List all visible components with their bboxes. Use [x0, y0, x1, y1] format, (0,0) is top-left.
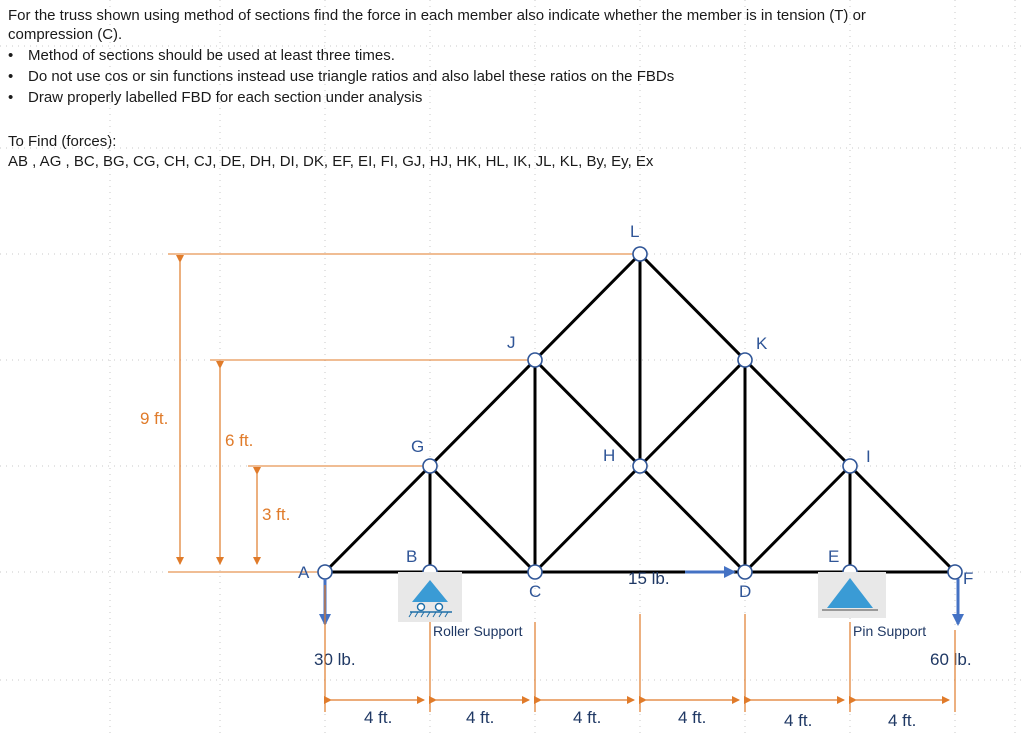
- node-c: [528, 565, 542, 579]
- height-dimensions: [168, 254, 640, 572]
- span-label: 4 ft.: [364, 708, 393, 727]
- height-label-6ft: 6 ft.: [225, 431, 254, 450]
- span-label: 4 ft.: [888, 711, 917, 730]
- member-ch: [535, 466, 640, 572]
- node-label-f: F: [963, 569, 974, 588]
- node-label-g: G: [411, 437, 425, 456]
- roller-support-label: Roller Support: [433, 623, 523, 639]
- node-l: [633, 247, 647, 261]
- problem-statement-line2: compression (C).: [8, 26, 123, 43]
- roller-support: [398, 572, 462, 622]
- span-label: 4 ft.: [466, 708, 495, 727]
- node-j: [528, 353, 542, 367]
- node-label-k: K: [756, 334, 768, 353]
- problem-statement-line1: For the truss shown using method of sections find the force in each member also indicate whether the member is in tension (T) or: [8, 7, 866, 24]
- node-label-h: H: [603, 446, 616, 465]
- to-find-heading: To Find (forces):: [8, 133, 117, 150]
- node-label-j: J: [507, 333, 516, 352]
- node-label-b: B: [406, 547, 418, 566]
- node-i: [843, 459, 857, 473]
- node-label-e: E: [828, 547, 840, 566]
- node-label-c: C: [529, 582, 542, 601]
- member-gc: [430, 466, 535, 572]
- node-d: [738, 565, 752, 579]
- span-label: 4 ft.: [678, 708, 707, 727]
- node-f: [948, 565, 962, 579]
- node-k: [738, 353, 752, 367]
- node-g: [423, 459, 437, 473]
- bullet-text: Draw properly labelled FBD for each section under analysis: [28, 89, 423, 106]
- truss-members: [325, 254, 955, 572]
- node-h: [633, 459, 647, 473]
- node-label-a: A: [298, 563, 310, 582]
- height-label-9ft: 9 ft.: [140, 409, 169, 428]
- bullet-icon: •: [8, 47, 14, 64]
- node-label-i: I: [866, 447, 871, 466]
- bullet-text: Do not use cos or sin functions instead use triangle ratios and also label these ratios on the FBDs: [28, 68, 675, 85]
- pin-support-label: Pin Support: [853, 623, 927, 639]
- node-label-l: L: [630, 222, 640, 241]
- member-hk: [640, 360, 745, 466]
- to-find-list: AB , AG , BC, BG, CG, CH, CJ, DE, DH, DI, DK, EF, EI, FI, GJ, HJ, HK, HL, IK, JL, KL, By, Ey, Ex: [8, 153, 654, 170]
- height-label-3ft: 3 ft.: [262, 505, 291, 524]
- span-label: 4 ft.: [784, 711, 813, 730]
- load-label-d: 15 lb.: [628, 569, 670, 588]
- node-label-d: D: [739, 582, 752, 601]
- load-label-f: 60 lb.: [930, 650, 972, 669]
- bullet-icon: •: [8, 68, 14, 85]
- span-label: 4 ft.: [573, 708, 602, 727]
- member-right-top-chord: [640, 254, 955, 572]
- load-label-a: 30 lb.: [314, 650, 356, 669]
- bullet-text: Method of sections should be used at least three times.: [28, 47, 395, 64]
- pin-support: [818, 572, 886, 618]
- node-a: [318, 565, 332, 579]
- member-left-top-chord: [325, 254, 640, 572]
- bullet-icon: •: [8, 89, 14, 106]
